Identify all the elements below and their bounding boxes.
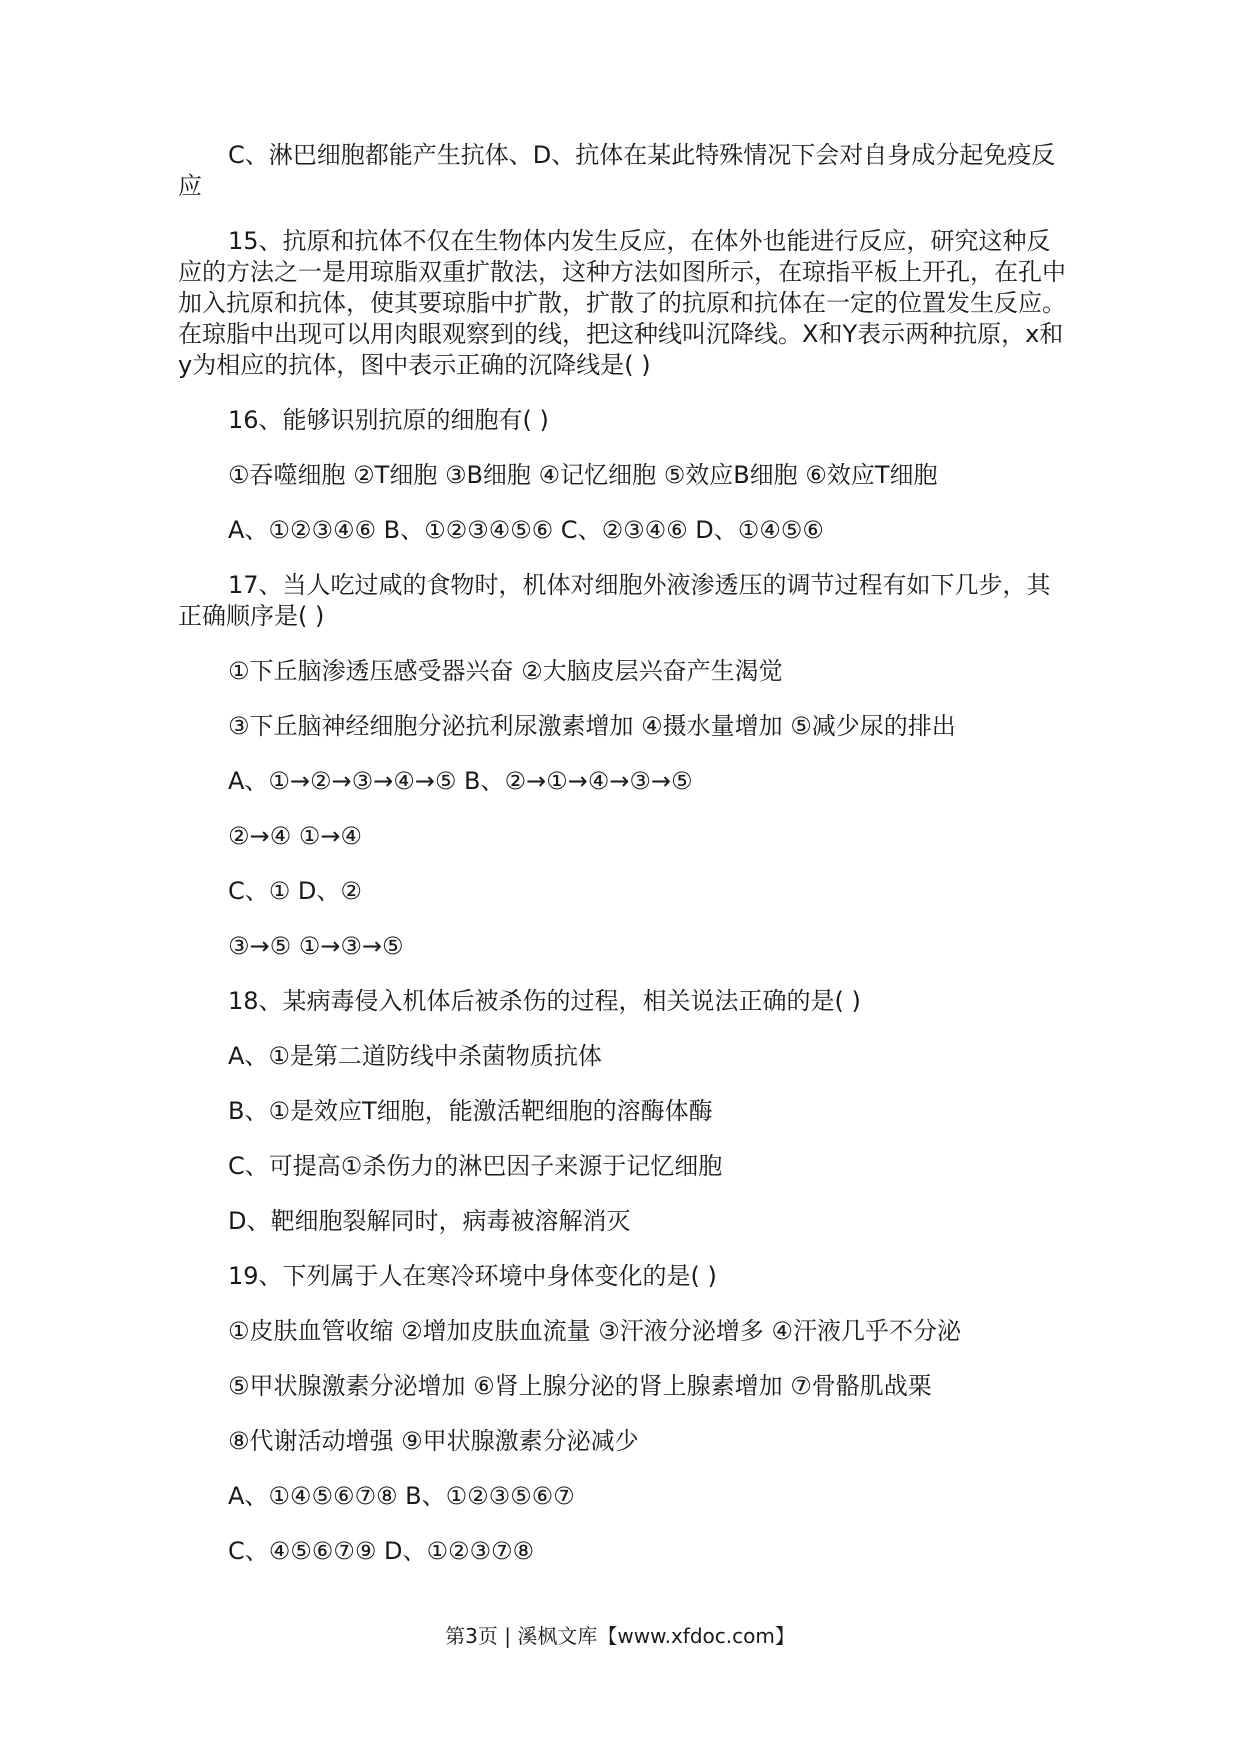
question-18-option-c: C、可提高①杀伤力的淋巴因子来源于记忆细胞 [228,1152,723,1180]
question-17-options-cd-mid: C、① D、② [228,877,362,905]
question-17-items-2: ③下丘脑神经细胞分泌抗利尿激素增加 ④摄水量增加 ⑤减少尿的排出 [228,712,956,740]
question-18-option-d: D、靶细胞裂解同时，病毒被溶解消灭 [228,1207,631,1235]
question-17-items-1: ①下丘脑渗透压感受器兴奋 ②大脑皮层兴奋产生渴觉 [228,657,783,685]
question-17-options-ab: A、①→②→③→④→⑤ B、②→①→④→③→⑤ [228,767,693,795]
question-17-options-cd-bottom: ③→⑤ ①→③→⑤ [228,932,404,960]
question-14-options-cd: C、淋巴细胞都能产生抗体、D、抗体在某此特殊情况下会对自身成分起免疫反应 [178,141,1056,200]
question-19-options-ab: A、①④⑤⑥⑦⑧ B、①②③⑤⑥⑦ [228,1482,575,1510]
question-19-options-cd: C、④⑤⑥⑦⑨ D、①②③⑦⑧ [228,1537,535,1565]
document-body [178,140,1068,1567]
question-16: 16、能够识别抗原的细胞有( ) [228,406,549,434]
question-16-options: A、①②③④⑥ B、①②③④⑤⑥ C、②③④⑥ D、①④⑤⑥ [228,516,824,544]
question-18-option-a: A、①是第二道防线中杀菌物质抗体 [228,1042,602,1070]
question-18: 18、某病毒侵入机体后被杀伤的过程，相关说法正确的是( ) [228,987,861,1015]
question-17: 17、当人吃过咸的食物时，机体对细胞外液渗透压的调节过程有如下几步，其正确顺序是( ) [178,571,1051,630]
question-18-option-b: B、①是效应T细胞，能激活靶细胞的溶酶体酶 [228,1097,713,1125]
question-17-options-cd-top: ②→④ ①→④ [228,822,362,850]
question-19: 19、下列属于人在寒冷环境中身体变化的是( ) [228,1262,717,1290]
question-19-items-3: ⑧代谢活动增强 ⑨甲状腺激素分泌减少 [228,1427,639,1455]
question-19-items-2: ⑤甲状腺激素分泌增加 ⑥肾上腺分泌的肾上腺素增加 ⑦骨骼肌战栗 [228,1372,932,1400]
question-19-items-1: ①皮肤血管收缩 ②增加皮肤血流量 ③汗液分泌增多 ④汗液几乎不分泌 [228,1317,961,1345]
question-16-items: ①吞噬细胞 ②T细胞 ③B细胞 ④记忆细胞 ⑤效应B细胞 ⑥效应T细胞 [228,461,938,489]
question-15: 15、抗原和抗体不仅在生物体内发生反应，在体外也能进行反应，研究这种反应的方法之一是用琼脂双重扩散法，这种方法如图所示，在琼指平板上开孔，在孔中加入抗原和抗体，使其要琼脂中扩散，扩散了的抗原和抗体在一定的位置发生反应。在琼脂中出现可以用肉眼观察到的线，把这种线叫沉降线。X和Y表示两种抗原，x和y为相应的抗体，图中表示正确的沉降线是( ) [178,227,1066,379]
page-footer: 第3页 | 溪枫文库【www.xfdoc.com】 [445,1624,795,1648]
